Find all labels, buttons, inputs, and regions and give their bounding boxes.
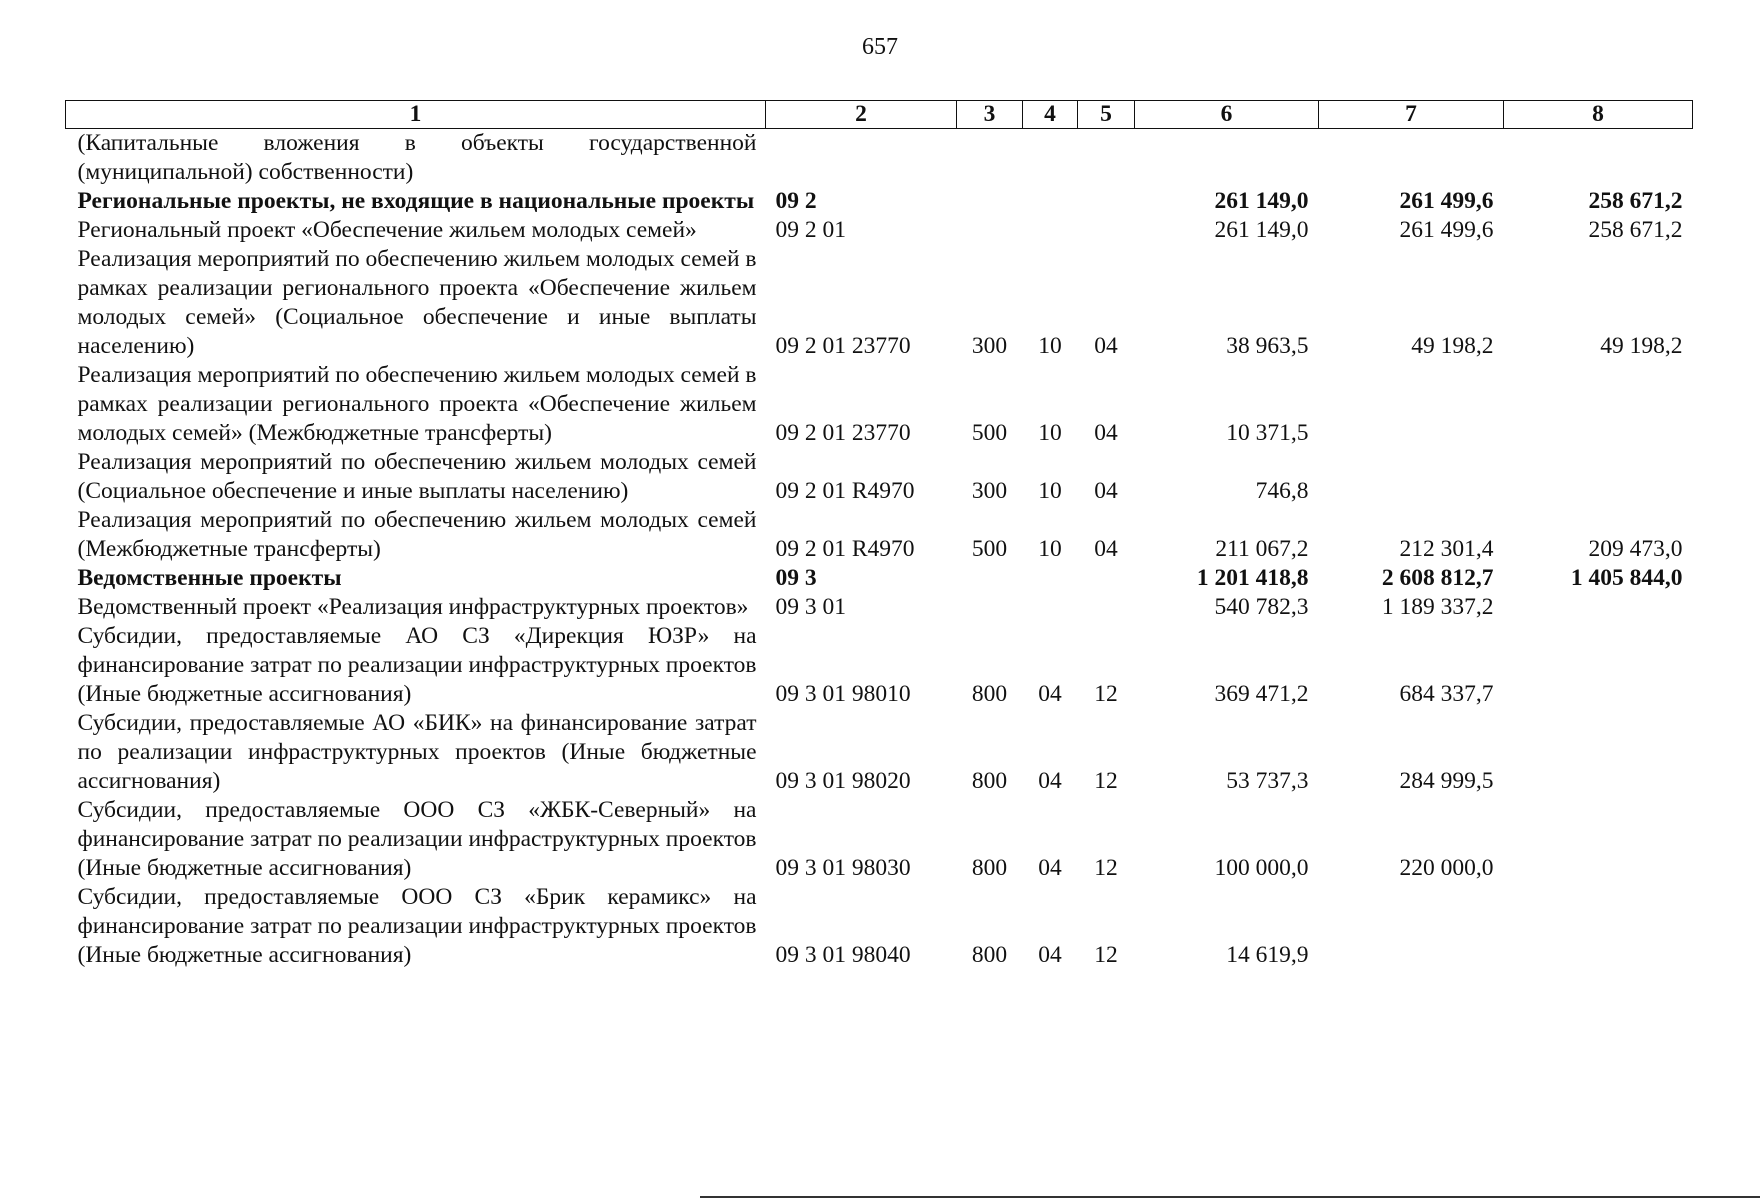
- row-section-cell: 04: [1038, 942, 1062, 968]
- row-name-cell: Субсидии, предоставляемые АО «БИК» на финансирование затрат по реализации инфраструктурных проектов (Иные бюджетные ассигнования): [77, 710, 757, 794]
- row-expense-type-cell: [957, 129, 1023, 188]
- table-row: [66, 506, 1693, 564]
- row-value-8-cell: 258 671,2: [1588, 217, 1683, 243]
- row-section-cell: 10: [1038, 420, 1062, 446]
- row-code-cell: 09 3: [775, 565, 817, 591]
- row-section-cell: 10: [1038, 333, 1062, 359]
- row-subsection-cell: [1078, 129, 1135, 188]
- row-code-cell: 09 3 01: [775, 594, 846, 620]
- row-value-8-cell: [1504, 129, 1693, 188]
- header-row: [66, 101, 1693, 129]
- row-name-cell: Реализация мероприятий по обеспечению жильем молодых семей в рамках реализации регионального проекта «Обеспечение жильем молодых семей» (Межбюджетные трансферты): [77, 362, 757, 446]
- row-value-7-cell: 2 608 812,7: [1381, 565, 1494, 591]
- row-name-cell: Региональные проекты, не входящие в национальные проекты: [77, 188, 755, 214]
- row-name-cell: Реализация мероприятий по обеспечению жильем молодых семей (Социальное обеспечение и иные выплаты населению): [77, 449, 757, 504]
- row-code-cell: 09 2 01 23770: [775, 333, 911, 359]
- row-value-7-cell: 284 999,5: [1399, 768, 1494, 794]
- row-value-6-cell: 53 737,3: [1226, 768, 1309, 794]
- row-name-cell: Реализация мероприятий по обеспечению жильем молодых семей (Межбюджетные трансферты): [77, 507, 757, 562]
- table-row: [66, 361, 1693, 448]
- row-value-6-cell: 38 963,5: [1226, 333, 1309, 359]
- row-section-cell: 10: [1038, 536, 1062, 562]
- row-subsection-cell: [1078, 216, 1135, 245]
- row-code-cell: 09 2 01 R4970: [775, 478, 915, 504]
- row-value-6-cell: 746,8: [1255, 478, 1309, 504]
- row-section-cell: [1023, 216, 1078, 245]
- row-section-cell: [1023, 593, 1078, 622]
- row-value-7-cell: 1 189 337,2: [1381, 594, 1494, 620]
- row-name-cell: Ведомственный проект «Реализация инфраструктурных проектов»: [77, 594, 749, 620]
- row-value-7-cell: [1319, 361, 1504, 448]
- row-expense-type-cell: 500: [971, 420, 1008, 446]
- row-value-8-cell: 49 198,2: [1600, 333, 1683, 359]
- row-value-8-cell: [1504, 622, 1693, 709]
- row-code-cell: 09 2 01: [775, 217, 846, 243]
- column-header-8: 8: [1504, 101, 1693, 129]
- row-section-cell: [1023, 129, 1078, 188]
- row-name-cell: Ведомственные проекты: [77, 565, 342, 591]
- budget-table: [65, 100, 1693, 970]
- column-header-5: 5: [1078, 101, 1135, 129]
- row-value-6-cell: [1135, 129, 1319, 188]
- column-header-6: 6: [1135, 101, 1319, 129]
- row-section-cell: 10: [1038, 478, 1062, 504]
- table-row: [66, 187, 1693, 216]
- row-code-cell: 09 3 01 98030: [775, 855, 911, 881]
- row-code-cell: 09 3 01 98020: [775, 768, 911, 794]
- row-value-6-cell: 540 782,3: [1214, 594, 1309, 620]
- row-name-cell: Региональный проект «Обеспечение жильем молодых семей»: [77, 217, 697, 243]
- row-expense-type-cell: [957, 216, 1023, 245]
- row-expense-type-cell: [957, 564, 1023, 593]
- row-value-8-cell: 209 473,0: [1588, 536, 1683, 562]
- row-value-7-cell: 684 337,7: [1399, 681, 1494, 707]
- table-row: [66, 622, 1693, 709]
- row-value-6-cell: 14 619,9: [1226, 942, 1309, 968]
- row-section-cell: [1023, 564, 1078, 593]
- row-section-cell: 04: [1038, 855, 1062, 881]
- row-expense-type-cell: 800: [971, 855, 1008, 881]
- row-code-cell: [766, 129, 957, 188]
- row-value-6-cell: 369 471,2: [1214, 681, 1309, 707]
- table-row: [66, 129, 1693, 188]
- row-value-7-cell: [1319, 883, 1504, 970]
- row-section-cell: 04: [1038, 681, 1062, 707]
- column-header-4: 4: [1023, 101, 1078, 129]
- table-header: [66, 101, 1693, 129]
- row-code-cell: 09 2 01 23770: [775, 420, 911, 446]
- row-value-6-cell: 1 201 418,8: [1196, 565, 1309, 591]
- footer-divider: [700, 1196, 1760, 1198]
- column-header-3: 3: [957, 101, 1023, 129]
- row-expense-type-cell: 800: [971, 681, 1008, 707]
- row-expense-type-cell: 800: [971, 942, 1008, 968]
- row-subsection-cell: 04: [1094, 333, 1118, 359]
- row-subsection-cell: 04: [1094, 478, 1118, 504]
- row-value-8-cell: 258 671,2: [1588, 188, 1683, 214]
- row-value-6-cell: 261 149,0: [1214, 188, 1309, 214]
- table-row: [66, 448, 1693, 506]
- row-value-7-cell: 261 499,6: [1399, 217, 1494, 243]
- row-value-7-cell: [1319, 448, 1504, 506]
- row-value-6-cell: 261 149,0: [1214, 217, 1309, 243]
- table-row: [66, 709, 1693, 796]
- column-header-2: 2: [766, 101, 957, 129]
- table-body: [66, 129, 1693, 971]
- table-row: [66, 796, 1693, 883]
- row-value-8-cell: [1504, 593, 1693, 622]
- row-subsection-cell: 12: [1094, 855, 1118, 881]
- row-expense-type-cell: 300: [971, 333, 1008, 359]
- row-value-8-cell: [1504, 883, 1693, 970]
- page-number: 657: [862, 34, 898, 60]
- row-subsection-cell: 12: [1094, 768, 1118, 794]
- column-header-7: 7: [1319, 101, 1504, 129]
- row-subsection-cell: 12: [1094, 942, 1118, 968]
- row-subsection-cell: 12: [1094, 681, 1118, 707]
- row-expense-type-cell: 300: [971, 478, 1008, 504]
- row-value-7-cell: 220 000,0: [1399, 855, 1494, 881]
- table-row: [66, 593, 1693, 622]
- row-value-7-cell: 261 499,6: [1399, 188, 1494, 214]
- row-subsection-cell: [1078, 187, 1135, 216]
- row-code-cell: 09 3 01 98010: [775, 681, 911, 707]
- row-expense-type-cell: 800: [971, 768, 1008, 794]
- row-code-cell: 09 2: [775, 188, 817, 214]
- row-value-8-cell: [1504, 709, 1693, 796]
- row-value-7-cell: [1319, 129, 1504, 188]
- row-value-8-cell: [1504, 361, 1693, 448]
- row-name-cell: Субсидии, предоставляемые АО СЗ «Дирекция ЮЗР» на финансирование затрат по реализации инфраструктурных проектов (Иные бюджетные ассигнования): [77, 623, 757, 707]
- row-code-cell: 09 2 01 R4970: [775, 536, 915, 562]
- row-name-cell: Субсидии, предоставляемые ООО СЗ «Брик керамикс» на финансирование затрат по реализации инфраструктурных проектов (Иные бюджетные ассигнования): [77, 884, 757, 968]
- table-row: [66, 245, 1693, 361]
- row-value-6-cell: 10 371,5: [1226, 420, 1309, 446]
- row-name-cell: (Капитальные вложения в объекты государственной (муниципальной) собственности): [77, 130, 757, 185]
- table-row: [66, 883, 1693, 970]
- row-subsection-cell: 04: [1094, 536, 1118, 562]
- table-row: [66, 564, 1693, 593]
- table-row: [66, 216, 1693, 245]
- row-subsection-cell: [1078, 593, 1135, 622]
- row-value-8-cell: [1504, 448, 1693, 506]
- row-name-cell: Реализация мероприятий по обеспечению жильем молодых семей в рамках реализации регионального проекта «Обеспечение жильем молодых семей» (Социальное обеспечение и иные выплаты населению): [77, 246, 757, 359]
- column-header-1: 1: [66, 101, 766, 129]
- row-value-7-cell: 212 301,4: [1399, 536, 1494, 562]
- row-subsection-cell: [1078, 564, 1135, 593]
- row-section-cell: [1023, 187, 1078, 216]
- row-value-6-cell: 100 000,0: [1214, 855, 1309, 881]
- row-subsection-cell: 04: [1094, 420, 1118, 446]
- row-value-8-cell: [1504, 796, 1693, 883]
- row-section-cell: 04: [1038, 768, 1062, 794]
- row-value-8-cell: 1 405 844,0: [1570, 565, 1683, 591]
- row-value-7-cell: 49 198,2: [1411, 333, 1494, 359]
- row-expense-type-cell: [957, 187, 1023, 216]
- row-name-cell: Субсидии, предоставляемые ООО СЗ «ЖБК-Северный» на финансирование затрат по реализации инфраструктурных проектов (Иные бюджетные ассигнования): [77, 797, 757, 881]
- row-value-6-cell: 211 067,2: [1215, 536, 1309, 562]
- row-expense-type-cell: 500: [971, 536, 1008, 562]
- row-code-cell: 09 3 01 98040: [775, 942, 911, 968]
- row-expense-type-cell: [957, 593, 1023, 622]
